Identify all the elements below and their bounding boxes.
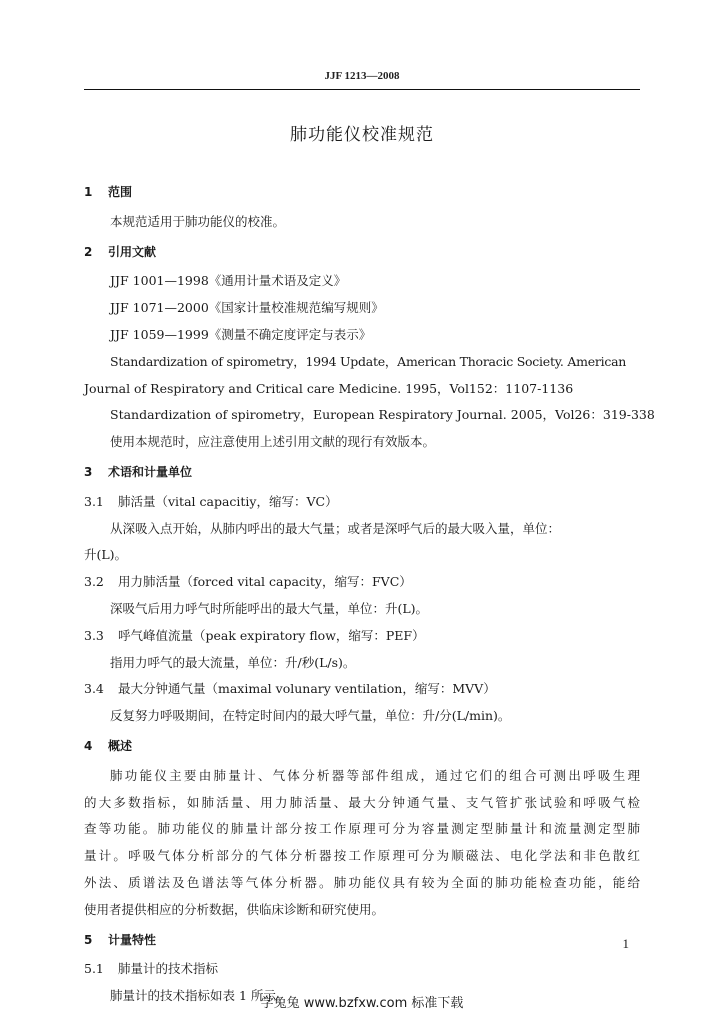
reference-item: JJF 1001—1998《通用计量术语及定义》 xyxy=(110,273,347,289)
term-number: 3.1 xyxy=(84,493,104,509)
term-number: 3.4 xyxy=(84,681,104,697)
overview-line: 肺功能仪主要由肺量计、气体分析器等部件组成，通过它们的组合可测出呼吸生理 xyxy=(110,767,640,783)
header-divider xyxy=(84,89,640,90)
reference-item: JJF 1071—2000《国家计量校准规范编写规则》 xyxy=(110,300,384,316)
scope-text: 本规范适用于肺功能仪的校准。 xyxy=(110,213,286,229)
footer-watermark: 学兔兔 www.bzfxw.com 标准下载 xyxy=(260,996,464,1011)
reference-note: 使用本规范时，应注意使用上述引用文献的现行有效版本。 xyxy=(110,434,436,450)
term-heading xyxy=(84,569,640,596)
section-5-heading xyxy=(84,927,640,954)
subsection-title: 肺量计的技术指标 xyxy=(118,961,219,977)
section-number: 4 xyxy=(84,738,93,753)
overview-line: 的大多数指标，如肺活量、用力肺活量、最大分钟通气量、支气管扩张试验和呼吸气检 xyxy=(84,794,640,810)
overview-line: 量计。呼吸气体分析部分的气体分析器按工作原理可分为顺磁法、电化学法和非色散红 xyxy=(84,848,640,864)
document-body xyxy=(84,176,655,1010)
reference-item: Standardization of spirometry，European Respiratory Journal. 2005，Vol26：319-338 xyxy=(110,407,655,423)
section-title: 计量特性 xyxy=(108,932,157,947)
term-definition-continued: 升(L)。 xyxy=(84,547,128,563)
section-number: 3 xyxy=(84,464,93,479)
section-number: 5 xyxy=(84,932,93,947)
section-number: 2 xyxy=(84,244,93,259)
subsection-number: 5.1 xyxy=(84,961,104,977)
page-number: 1 xyxy=(622,936,629,951)
term-heading xyxy=(84,489,640,516)
term-heading xyxy=(84,623,640,650)
term-definition: 从深吸入点开始，从肺内呼出的最大气量；或者是深呼气后的最大吸入量，单位： xyxy=(110,520,561,536)
term-name: 呼气峰值流量（peak expiratory flow，缩写：PEF） xyxy=(118,627,425,643)
reference-item: JJF 1059—1999《测量不确定度评定与表示》 xyxy=(110,326,372,342)
reference-item-continued: Journal of Respiratory and Critical care Medicine. 1995，Vol152：1107-1136 xyxy=(84,380,574,396)
overview-line: 外法、质谱法及色谱法等气体分析器。肺功能仪具有较为全面的肺功能检查功能，能给 xyxy=(84,874,640,890)
section-3-heading xyxy=(84,459,640,486)
term-name: 最大分钟通气量（maximal volunary ventilation，缩写：MVV） xyxy=(118,681,496,697)
term-name: 肺活量（vital capacitiy，缩写：VC） xyxy=(118,493,338,509)
term-heading xyxy=(84,676,640,703)
subsection-heading xyxy=(84,956,640,983)
term-name: 用力肺活量（forced vital capacity，缩写：FVC） xyxy=(118,574,412,590)
overview-line: 查等功能。肺功能仪的肺量计部分按工作原理可分为容量测定型肺量计和流量测定型肺 xyxy=(84,821,640,837)
overview-line: 使用者提供相应的分析数据，供临床诊断和研究使用。 xyxy=(84,901,385,917)
section-title: 范围 xyxy=(108,185,133,199)
term-definition: 指用力呼气的最大流量，单位：升/秒(L/s)。 xyxy=(110,654,356,670)
section-number: 1 xyxy=(84,185,93,199)
subsection-text: 肺量计的技术指标如表 1 所示。 xyxy=(110,988,289,1004)
standard-code: JJF 1213—2008 xyxy=(324,70,400,82)
section-1-heading xyxy=(84,179,640,206)
section-4-heading xyxy=(84,733,640,760)
reference-item: Standardization of spirometry，1994 Update，American Thoracic Society. American xyxy=(110,353,627,369)
term-number: 3.3 xyxy=(84,627,104,643)
section-2-heading xyxy=(84,239,640,266)
term-definition: 深吸气后用力呼气时所能呼出的最大气量，单位：升(L)。 xyxy=(110,600,429,616)
section-title: 概述 xyxy=(108,738,133,753)
term-number: 3.2 xyxy=(84,574,104,590)
term-definition: 反复努力呼吸期间，在特定时间内的最大呼气量，单位：升/分(L/min)。 xyxy=(110,708,511,724)
section-title: 引用文献 xyxy=(108,244,157,259)
document-title: 肺功能仪校准规范 xyxy=(290,125,434,145)
section-title: 术语和计量单位 xyxy=(108,464,193,479)
